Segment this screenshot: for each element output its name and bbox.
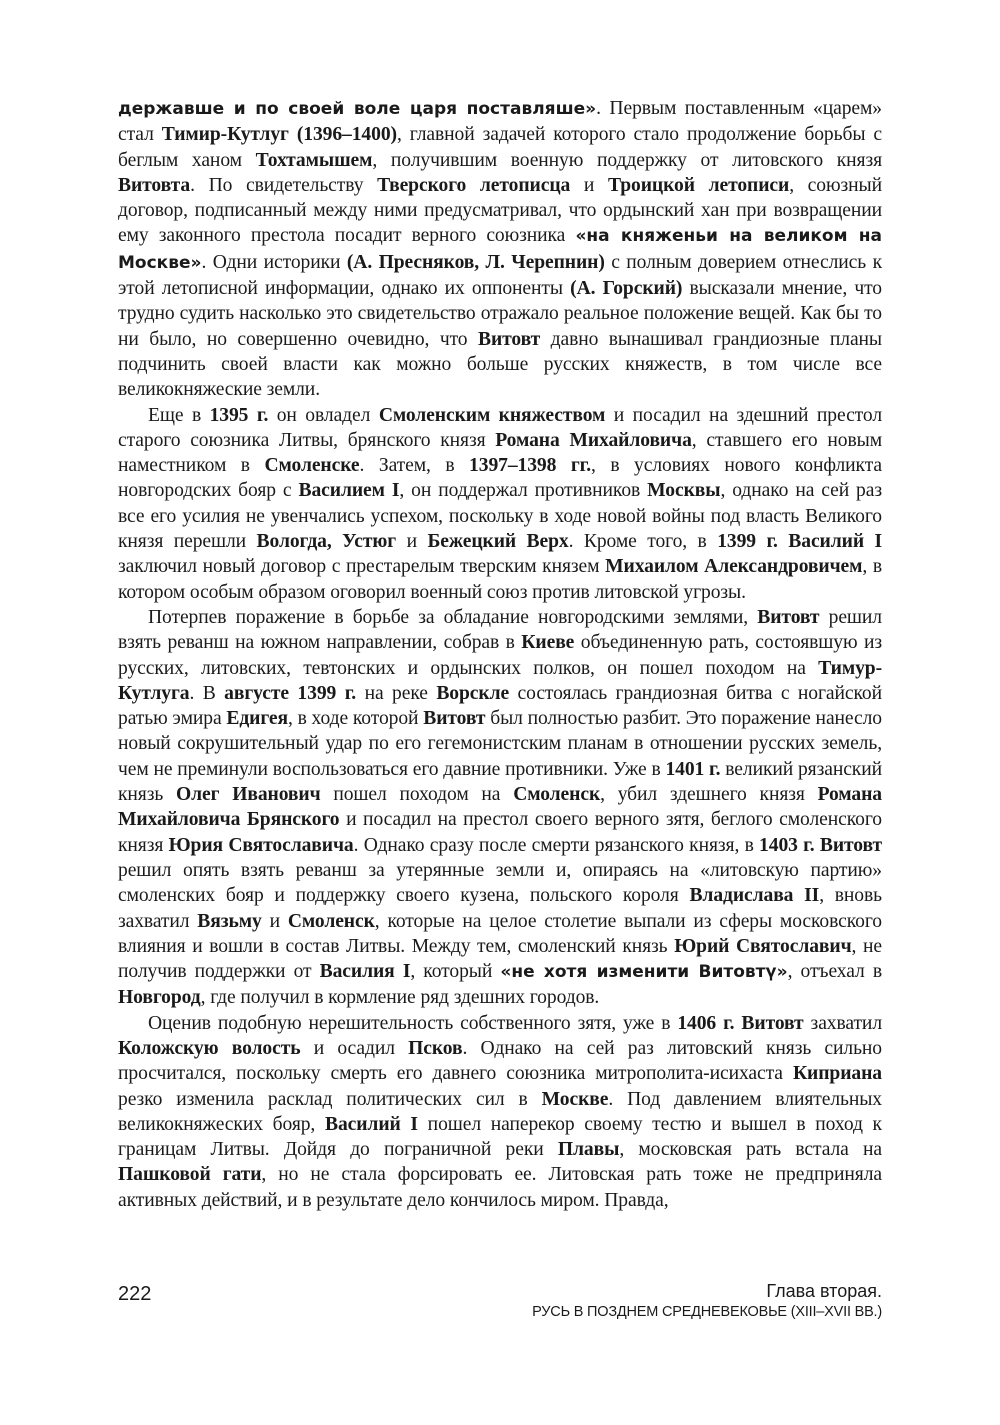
bold-term: 1406 г. Витовт [677, 1012, 804, 1034]
bold-term: Смоленске [264, 455, 360, 477]
bold-term: (А. Горский) [570, 278, 683, 300]
text-run: , где получил в кормление ряд здешних городов. [200, 987, 600, 1009]
text-run: он овладел [268, 404, 379, 426]
text-run: пошел походом на [320, 784, 514, 806]
text-run: , главной задачей которого стало продолжение борьбы с беглым ханом [118, 124, 882, 171]
text-run: великий рязанский князь [118, 758, 882, 806]
page-number: 222 [118, 1283, 152, 1305]
text-run: пошел наперекор своему тестю и вышел в поход к границам Литвы. Дойдя до пограничной реки [118, 1113, 882, 1161]
text-run: Еще в [148, 404, 210, 426]
text-run: . Однако на сей раз литовский князь сильно просчитался, поскольку смерть его давнего союзника митрополита-исихаста [118, 1037, 882, 1085]
bold-term: Владислава II [689, 885, 820, 907]
text-run: решил взять реванш на южном направлении, собрав в [118, 606, 882, 654]
bold-term: 1401 г. [665, 758, 721, 780]
bold-term: Вологда, Устюг [256, 531, 397, 553]
text-run: . Под давлением влиятельных великокняжеских бояр, [118, 1088, 882, 1135]
text-run: . По свидетельству [190, 174, 378, 196]
paragraph [118, 1011, 882, 1213]
bold-term: Михаилом Александровичем [605, 556, 863, 578]
text-run: и [396, 531, 428, 553]
text-run: , в условиях нового конфликта новгородских бояр с [118, 455, 883, 502]
text-run: , убил здешнего князя [600, 784, 818, 806]
old-russian-quote: «не хотя изменити Витовтү» [500, 962, 788, 983]
text-run: , которые на целое столетие выпали из сферы московского влияния и вошли в состав Литвы. Между тем, смоленский князь [118, 910, 882, 957]
bold-term: Юрия Святославича [168, 834, 354, 856]
bold-term: Едигея [226, 708, 288, 730]
bold-term: Псков [408, 1037, 463, 1059]
text-run: , получившим военную поддержку от литовского князя [372, 149, 882, 171]
bold-term: Витовт [477, 328, 541, 350]
bold-term: Романа Михайловича Брянского [118, 784, 882, 831]
text-run: давно вынашивал грандиозные планы подчинить своей власти как можно больше русских княжеств, в том числе все великокняжеские земли. [118, 328, 882, 401]
bold-term: Москвы [647, 480, 721, 502]
text-run: , в ходе которой [287, 708, 424, 730]
bold-term: Василием I [298, 480, 400, 502]
text-run: . Затем, в [359, 455, 470, 477]
bold-term: Олег Иванович [175, 784, 321, 806]
text-run: , вновь захватил [118, 885, 882, 932]
bold-term: Пашковой гати [118, 1164, 262, 1186]
bold-term: Троицкой летописи [607, 174, 790, 196]
text-run: и осадил [300, 1037, 409, 1059]
text-run: с полным доверием отнеслись к этой летописной информации, однако их оппоненты [118, 251, 882, 300]
text-run: , ставшего его новым наместником в [118, 429, 882, 477]
bold-term: 1395 г. [209, 404, 269, 426]
text-run: решил опять взять реванш за утерянные земли и, опираясь на «литовскую партию» смоленских бояр и поддержку своего кузена, польского короля [118, 859, 882, 907]
old-russian-quote: державше и по своей воле царя поставляше» [118, 99, 597, 119]
paragraph [118, 96, 882, 403]
bold-term: Тохтамышем [255, 149, 373, 171]
text-run: , отъехал в [787, 961, 882, 983]
text-run: и посадил на престол своего верного зятя, беглого смоленского князя [118, 809, 883, 856]
body-text [118, 96, 882, 1213]
bold-term: Витовта [118, 174, 191, 196]
paragraph [118, 403, 882, 605]
bold-term: Тимур-Кутлуга [118, 657, 882, 704]
bold-term: (А. Пресняков, Л. Черепнин) [346, 251, 605, 273]
bold-term: Витовт [757, 606, 820, 628]
text-run: высказали мнение, что трудно судить насколько это свидетельство отражало реальное положение вещей. Как бы то ни было, но совершенно очевидно, что [118, 278, 882, 350]
text-run: резко изменила расклад политических сил в [118, 1088, 542, 1110]
text-run: , союзный договор, подписанный между ними предусматривал, что ордынский хан при возвращении ему законного престола посадит верного союзника [118, 174, 882, 247]
bold-term: Плавы [557, 1139, 620, 1161]
bold-term: Вязьму [197, 910, 262, 932]
section-title: РУСЬ В ПОЗДНЕМ СРЕДНЕВЕКОВЬЕ (XIII–XVII ВВ.) [532, 1304, 882, 1320]
text-run: . В [189, 682, 225, 704]
bold-term: Киеве [521, 632, 575, 654]
text-run: , однако на сей раз все его усилия не увенчались успехом, поскольку в ходе новой войны под власть Великого князя перешли [118, 480, 882, 553]
text-run: . Первым поставленным «царем» стал [118, 98, 882, 146]
bold-term: Новгород [118, 987, 201, 1009]
bold-term: Василий I [324, 1113, 418, 1135]
text-run: на реке [356, 682, 437, 704]
bold-term: 1403 г. Витовт [759, 834, 882, 856]
text-run: и посадил на здешний престол старого союзника Литвы, брянского князя [118, 404, 882, 451]
bold-term: августе 1399 г. [224, 682, 357, 704]
bold-term: Василия I [319, 961, 411, 983]
text-run: и [261, 910, 288, 932]
bold-term: Киприана [792, 1063, 882, 1085]
text-run: состоялась грандиозная битва с ногайской ратью эмира [118, 682, 882, 730]
bold-term: Смоленск [287, 910, 375, 932]
bold-term: Москве [541, 1088, 609, 1110]
text-run: , который [410, 961, 501, 983]
paragraph [118, 605, 882, 1011]
bold-term: Романа Михайловича [495, 429, 692, 451]
bold-term: 1397–1398 гг. [469, 455, 592, 477]
text-run: Потерпев поражение в борьбе за обладание новгородскими землями, [148, 606, 758, 628]
text-run: . Однако сразу после смерти рязанского князя, в [353, 834, 760, 856]
bold-term: Тимир-Кутлуг (1396–1400) [161, 124, 397, 146]
text-run: . Кроме того, в [568, 531, 718, 553]
text-run: , он поддержал противников [399, 480, 648, 502]
bold-term: Юрий Святославич [674, 935, 852, 957]
bold-term: Смоленск [513, 784, 601, 806]
bold-term: Коложскую волость [118, 1037, 301, 1059]
bold-term: 1399 г. Василий I [717, 531, 883, 553]
text-run: , но не стала форсировать ее. Литовская рать тоже не предприняла активных действий, и в результате дело кончилось миром. Правда, [118, 1164, 882, 1211]
bold-term: Бежецкий Верх [427, 531, 569, 553]
bold-term: Смоленским княжеством [378, 404, 606, 426]
text-run: , московская рать встала на [619, 1139, 882, 1161]
text-run: Оценив подобную нерешительность собственного зятя, уже в [148, 1012, 678, 1034]
text-run: и [570, 174, 608, 196]
text-run: , не получив поддержки от [118, 935, 882, 983]
text-run: объединенную рать, состоявшую из русских, литовских, тевтонских и ордынских полков, он пошел походом на [118, 632, 882, 679]
bold-term: Витовт [423, 708, 486, 730]
text-run: . Одни историки [201, 251, 347, 273]
old-russian-quote: «на княженьи на великом на Москве» [118, 226, 882, 273]
bold-term: Ворскле [436, 682, 510, 704]
text-run: , в котором особым образом оговорил военный союз против литовской угрозы. [118, 556, 882, 603]
running-footer [532, 1280, 882, 1322]
text-run: захватил [803, 1012, 882, 1034]
text-run: был полностью разбит. Это поражение нанесло новый сокрушительный удар по его гегемонистским планам в отношении русских земель, чем не преминули воспользоваться его давние противники. Уже в [118, 708, 882, 780]
chapter-title: Глава вторая. [766, 1281, 882, 1301]
bold-term: Тверского летописца [377, 174, 571, 196]
text-run: заключил новый договор с престарелым тверским князем [118, 556, 606, 578]
